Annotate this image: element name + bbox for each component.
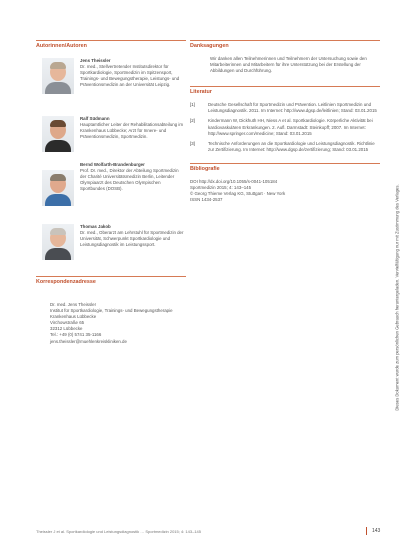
address-line: Krankenhaus Lübbecke bbox=[50, 314, 97, 320]
address-line: Institut für Sportkardiologie, Trainings- und Bewegungstherapie bbox=[50, 308, 173, 314]
author-photo bbox=[42, 116, 74, 152]
reference-text: Deutsche Gesellschaft für Sportmedizin und Prävention. Leitlinien Sportmedizin und Leistungsdiagnostik. 2011. Im Internet: http://www.dgsp.de/leitlinien; Stand: 03.01.2015 bbox=[208, 102, 377, 114]
acknowledgements-text: Wir danken allen Teilnehmerinnen und Teilnehmern der Untersuchung sowie den Mitarbeiterinnen und Mitarbeitern für ihre Unterstützung bei der Erstellung der Abbildungen und Durchführung. bbox=[210, 56, 367, 74]
bibliography-block bbox=[190, 179, 380, 203]
footer-divider bbox=[366, 527, 367, 535]
address-line: Tel.: +49 (0) 5741 35-1166 bbox=[50, 332, 102, 338]
bibliography-line: ISSN 1434-2537 bbox=[190, 197, 223, 203]
reference-number: [2] bbox=[190, 118, 195, 124]
author-name: Ralf Südmann bbox=[80, 116, 110, 121]
reference-item bbox=[190, 118, 380, 136]
bibliography-line: © Georg Thieme Verlag KG, Stuttgart · New York bbox=[190, 191, 286, 197]
author-photo bbox=[42, 58, 74, 94]
author-description: Dr. med., Oberarzt am Lehrstuhl für Sportmedizin der Universität, Schwerpunkt Sportkardiologie und Leistungsdiagnostik im Leistungssport. bbox=[80, 230, 184, 248]
right-column bbox=[190, 40, 380, 203]
reference-item bbox=[190, 102, 380, 114]
reference-text: Kindermann W, Dickhuth HH, Niess A et al. Sportkardiologie. Körperliche Aktivität bei kardiovaskulären Erkrankungen. 2. Aufl. Darmstadt: Steinkopff; 2007. Im Internet: http://www.springer.com/medicine; Stand: 03.01.2015 bbox=[208, 118, 373, 136]
reference-item bbox=[190, 141, 380, 153]
reference-text: Technische Anforderungen an die Sportkardiologie und Leistungsdiagnostik. Richtlinie zur Zertifizierung. Im Internet: http://www.dgsp.de/zertifizierung; Stand: 03.01.2015 bbox=[208, 140, 375, 152]
author-name: Thomas Jakob bbox=[80, 224, 111, 229]
author-name: Jens Theissler bbox=[80, 58, 111, 63]
author-photo bbox=[42, 170, 74, 206]
authors-heading: Autorinnen/Autoren bbox=[36, 40, 186, 50]
author-description: Dr. med., Stellvertretender Institutsdirektor für Sportkardiologie, Sportmedizin im Spitzensport, Trainings- und Bewegungstherapie, Leistungs- und Präventionsmedizin an der Universität Leipzig. bbox=[80, 64, 180, 88]
address-line: Virchowstraße 65 bbox=[50, 320, 85, 326]
email-link[interactable]: jens.theissler@muehlenkreiskliniken.de bbox=[50, 338, 127, 344]
literature-heading: Literatur bbox=[190, 86, 380, 96]
left-column bbox=[36, 40, 186, 344]
correspondence-address bbox=[50, 302, 180, 345]
side-note bbox=[393, 92, 401, 502]
address-line: Dr. med. Jens Theissler bbox=[50, 302, 97, 307]
author-description: Hauptamtlicher Leiter der Rehabilitationsabteilung im Krankenhaus Lübbecke; Arzt für Innere- und Präventionsmedizin, Sportmedizin. bbox=[80, 122, 183, 140]
address-line: 32312 Lübbecke bbox=[50, 326, 83, 332]
footer-citation: Theissler J et al. Sportkardiologie und Leistungsdiagnostik … Sportmedizin 2015; 4: 143–145 bbox=[36, 529, 201, 534]
acknowledgements-heading: Danksagungen bbox=[190, 40, 380, 50]
bibliography-line: Sportmedizin 2015; 4: 143–145 bbox=[190, 185, 252, 191]
author-description: Prof. Dr. med., Direktor der Abteilung Sportmedizin der Charité Universitätsmedizin Berlin, Leitender Olympiaarzt des Deutschen Olympischen Sportbundes (DOSB). bbox=[80, 168, 179, 192]
correspondence-heading: Korrespondenzadresse bbox=[36, 276, 186, 286]
page-number: 143 bbox=[372, 528, 381, 534]
author-name: Bernd Wolfarth-Brandenburger bbox=[80, 162, 145, 167]
doi-link[interactable]: DOI http://dx.doi.org/10.1055/s-0041-105184 bbox=[190, 178, 278, 184]
bibliography-heading: Bibliografie bbox=[190, 163, 380, 173]
side-note-text: Dieses Dokument wurde zum persönlichen Gebrauch heruntergeladen. Vervielfältigung nur mit Zustimmung des Verlages. bbox=[394, 183, 400, 411]
reference-number: [1] bbox=[190, 102, 195, 108]
author-photo bbox=[42, 224, 74, 260]
reference-number: [3] bbox=[190, 140, 195, 146]
